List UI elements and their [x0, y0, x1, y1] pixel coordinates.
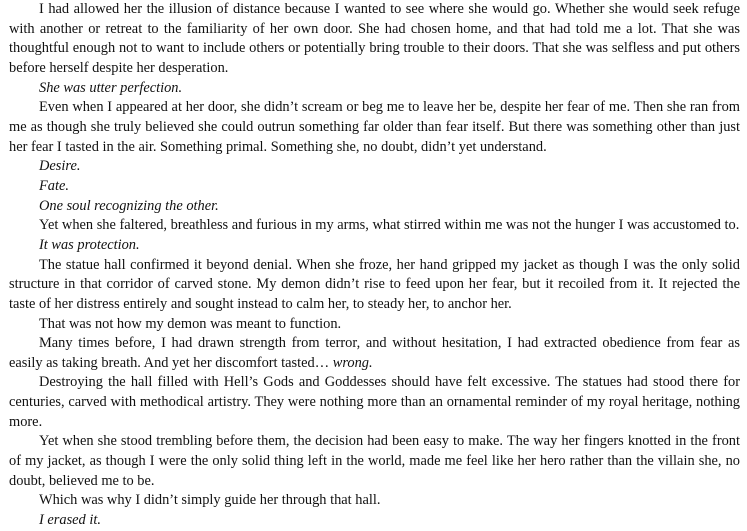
paragraph-text: Destroying the hall filled with Hell’s Gods and Goddesses should have felt excessive. The statues had stood there for centuries, carved with methodical artistry. They were nothing more than an ornamental reminder of my royal heritage, nothing more.	[9, 374, 740, 430]
paragraph	[9, 315, 740, 335]
paragraph-text: Fate.	[39, 177, 69, 194]
paragraph	[9, 79, 740, 99]
paragraph	[9, 491, 740, 511]
paragraph	[9, 432, 740, 491]
paragraph	[9, 157, 740, 177]
paragraph-text: Even when I appeared at her door, she didn’t scream or beg me to leave her be, despite her fear of me. Then she ran from me as though she truly believed she could outrun something far older than fear itself. But there was something other than just her fear I tasted in the air. Something primal. Something she, no doubt, didn’t yet understand.	[9, 99, 740, 155]
paragraph-text: Yet when she faltered, breathless and furious in my arms, what stirred within me was not the hunger I was accustomed to.	[39, 217, 740, 234]
paragraph	[9, 236, 740, 256]
paragraph-text: The statue hall confirmed it beyond denial. When she froze, her hand gripped my jacket as though I was the only solid structure in that corridor of carved stone. My demon didn’t rise to feed upon her fear, but it recoiled from it. It rejected the taste of her distress entirely and sought instead to calm her, to steady her, to anchor her.	[9, 256, 740, 312]
paragraph	[9, 334, 740, 373]
paragraph-text: Many times before, I had drawn strength from terror, and without hesitation, I had extracted obedience from fear as easily as taking breath. And yet her discomfort tasted…	[9, 335, 740, 371]
paragraph-text: That was not how my demon was meant to function.	[39, 315, 342, 332]
paragraph	[9, 177, 740, 197]
paragraph	[9, 373, 740, 432]
paragraph-emphasis: wrong.	[332, 354, 373, 371]
paragraph	[9, 98, 740, 157]
paragraph-text: Which was why I didn’t simply guide her through that hall.	[39, 492, 381, 509]
paragraph	[9, 0, 740, 79]
paragraph	[9, 256, 740, 315]
paragraph-text: One soul recognizing the other.	[39, 197, 219, 214]
paragraph-text: I erased it.	[39, 512, 101, 529]
paragraph-text: Yet when she stood trembling before them, the decision had been easy to make. The way her fingers knotted in the front of my jacket, as though I were the only solid thing left in the world, made me feel like her hero rather than the villain she, no doubt, believed me to be.	[9, 433, 740, 489]
paragraph	[9, 197, 740, 217]
paragraph-text: She was utter perfection.	[39, 79, 183, 96]
paragraph	[9, 511, 740, 531]
paragraph-text: Desire.	[39, 158, 81, 175]
paragraph	[9, 216, 740, 236]
paragraph-text: I had allowed her the illusion of distance because I wanted to see where she would go. Whether she would seek refuge with another or retreat to the familiarity of her own door. She had chosen home, and that had told me a lot. That she was thoughtful enough not to want to include others or potentially bring trouble to their doors. That she was selfless and put others before herself despite her desperation.	[9, 1, 740, 76]
paragraph-text: It was protection.	[39, 236, 140, 253]
